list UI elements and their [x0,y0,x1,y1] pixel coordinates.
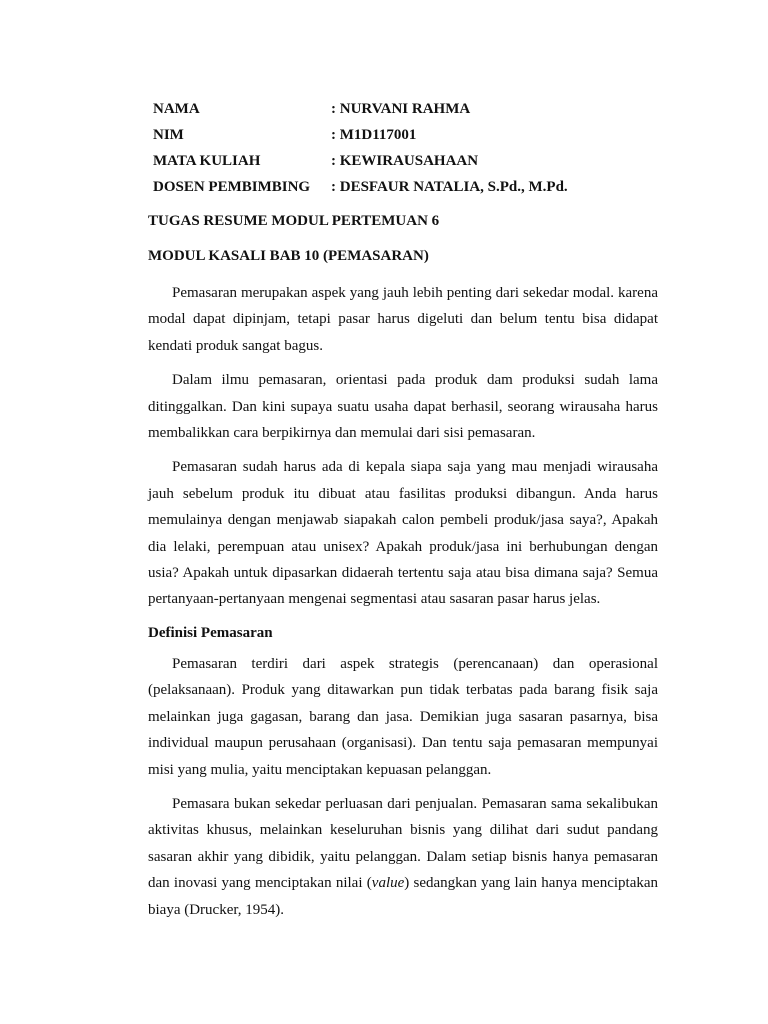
paragraph: Dalam ilmu pemasaran, orientasi pada produk dam produksi sudah lama ditinggalkan. Dan kini supaya suatu usaha dapat berhasil, seorang wirausaha harus membalikkan cara berpikirnya dan memulai dari sisi pemasaran. [148,372,658,442]
info-value: : NURVANI RAHMA [331,100,471,117]
assignment-title: TUGAS RESUME MODUL PERTEMUAN 6 [148,213,440,229]
section-heading: Definisi Pemasaran [148,624,273,641]
paragraph: Pemasaran terdiri dari aspek strategis (perencanaan) dan operasional (pelaksanaan). Produk yang ditawarkan pun tidak terbatas pada barang fisik saja melainkan juga gagasan, barang dan jasa. Demikian juga sasaran pasarnya, bisa individual maupun perusahaan (organisasi). Dan tentu saja pemasaran mempunyai misi yang mulia, yaitu menciptakan kepuasan pelanggan. [148,655,658,778]
info-row-mata-kuliah [153,148,568,174]
info-value: : DESFAUR NATALIA, S.Pd., M.Pd. [331,178,568,195]
paragraph-text: Pemasara bukan sekedar perluasan dari penjualan. Pemasaran sama sekalibukan aktivitas khusus, melainkan keseluruhan bisnis yang dilihat dari sudut pandang sasaran akhir yang dibidik, yaitu pelanggan. Dalam setiap bisnis hanya pemasaran dan inovasi yang menciptakan nilai ( [148,795,658,892]
student-info-table [153,96,568,200]
info-label: MATA KULIAH [153,152,261,169]
info-row-dosen-pembimbing [153,174,568,200]
paragraph: Pemasaran sudah harus ada di kepala siapa saja yang mau menjadi wirausaha jauh sebelum produk itu dibuat atau fasilitas produksi dibangun. Anda harus memulainya dengan menjawab siapakah calon pembeli produk/jasa saya?, Apakah dia lelaki, perempuan atau unisex? Apakah produk/jasa ini berhubungan dengan usia? Apakah untuk dipasarkan didaerah tertentu saja atau bisa dimana saja? Semua pertanyaan-pertanyaan mengenai segmentasi atau sasaran pasar harus jelas. [148,459,658,608]
info-value: : M1D117001 [331,126,417,143]
module-title: MODUL KASALI BAB 10 (PEMASARAN) [148,248,429,264]
paragraph-italic-term: value [371,875,405,892]
paragraph: Pemasaran merupakan aspek yang jauh lebih penting dari sekedar modal. karena modal dapat dipinjam, tetapi pasar harus digeluti dan belum tentu bisa didapat kendati produk sangat bagus. [148,285,658,354]
document-content [148,96,658,923]
info-row-nim [153,122,568,148]
info-label: NAMA [153,100,200,117]
paragraph-text: ) sedangkan yang lain hanya menciptakan biaya (Drucker, 1954). [148,875,659,918]
paragraph [148,791,658,923]
info-row-nama [153,96,568,122]
info-label: DOSEN PEMBIMBING [153,178,311,195]
info-label: NIM [153,126,184,143]
info-value: : KEWIRAUSAHAAN [331,152,479,169]
